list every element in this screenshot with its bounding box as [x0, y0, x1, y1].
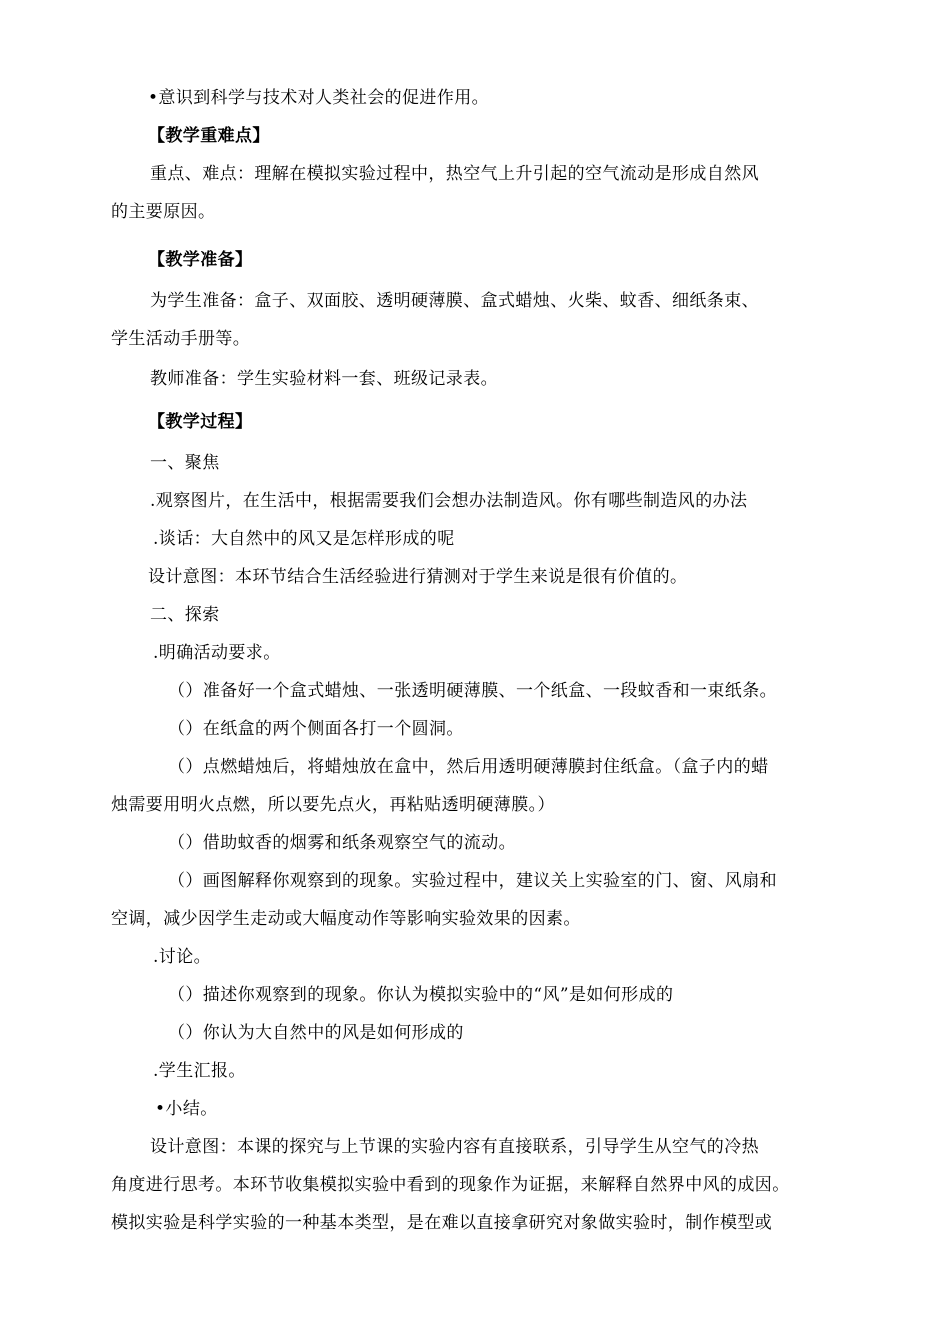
paragraph-line: （）准备好一个盒式蜡烛、一张透明硬薄膜、一个纸盒、一段蚊香和一束纸条。	[168, 681, 777, 701]
paragraph-line: （）描述你观察到的现象。你认为模拟实验中的“风”是如何形成的	[168, 985, 674, 1005]
paragraph-line: 二、探索	[150, 605, 220, 625]
paragraph-line: 角度进行思考。本环节收集模拟实验中看到的现象作为证据，来解释自然界中风的成因。	[111, 1175, 790, 1195]
paragraph-line: （）画图解释你观察到的现象。实验过程中，建议关上实验室的门、窗、风扇和	[168, 871, 777, 891]
paragraph-line: .学生汇报。	[153, 1061, 246, 1081]
paragraph-line: .观察图片，在生活中，根据需要我们会想办法制造风。你有哪些制造风的办法	[150, 491, 748, 511]
section-heading: 【教学过程】	[148, 412, 253, 432]
paragraph-line: （）你认为大自然中的风是如何形成的	[168, 1023, 464, 1043]
paragraph-line: 模拟实验是科学实验的一种基本类型，是在难以直接拿研究对象做实验时，制作模型或	[111, 1213, 773, 1233]
paragraph-line: （）点燃蜡烛后，将蜡烛放在盒中，然后用透明硬薄膜封住纸盒。（盒子内的蜡	[168, 757, 769, 777]
paragraph-line: •意识到科学与技术对人类社会的促进作用。	[148, 88, 490, 108]
paragraph-line: 教师准备：学生实验材料一套、班级记录表。	[150, 369, 498, 389]
paragraph-line: 设计意图：本课的探究与上节课的实验内容有直接联系，引导学生从空气的冷热	[150, 1137, 759, 1157]
paragraph-line: 空调，减少因学生走动或大幅度动作等影响实验效果的因素。	[111, 909, 581, 929]
paragraph-line: 设计意图：本环节结合生活经验进行猜测对于学生来说是很有价值的。	[148, 567, 688, 587]
paragraph-line: .明确活动要求。	[153, 643, 281, 663]
paragraph-line: 学生活动手册等。	[111, 329, 251, 349]
section-heading: 【教学准备】	[148, 250, 253, 270]
paragraph-line: （）在纸盒的两个侧面各打一个圆洞。	[168, 719, 464, 739]
paragraph-line: •小结。	[155, 1099, 218, 1119]
paragraph-line: 一、聚焦	[150, 453, 220, 473]
paragraph-line: 为学生准备：盒子、双面胶、透明硬薄膜、盒式蜡烛、火柴、蚊香、细纸条束、	[150, 291, 759, 311]
paragraph-line: .讨论。	[153, 947, 212, 967]
paragraph-line: 的主要原因。	[111, 202, 216, 222]
paragraph-line: 烛需要用明火点燃，所以要先点火，再粘贴透明硬薄膜。）	[111, 795, 555, 815]
section-heading: 【教学重难点】	[148, 126, 270, 146]
paragraph-line: 重点、难点：理解在模拟实验过程中，热空气上升引起的空气流动是形成自然风	[150, 164, 759, 184]
paragraph-line: （）借助蚊香的烟雾和纸条观察空气的流动。	[168, 833, 516, 853]
paragraph-line: .谈话：大自然中的风又是怎样形成的呢	[153, 529, 455, 549]
